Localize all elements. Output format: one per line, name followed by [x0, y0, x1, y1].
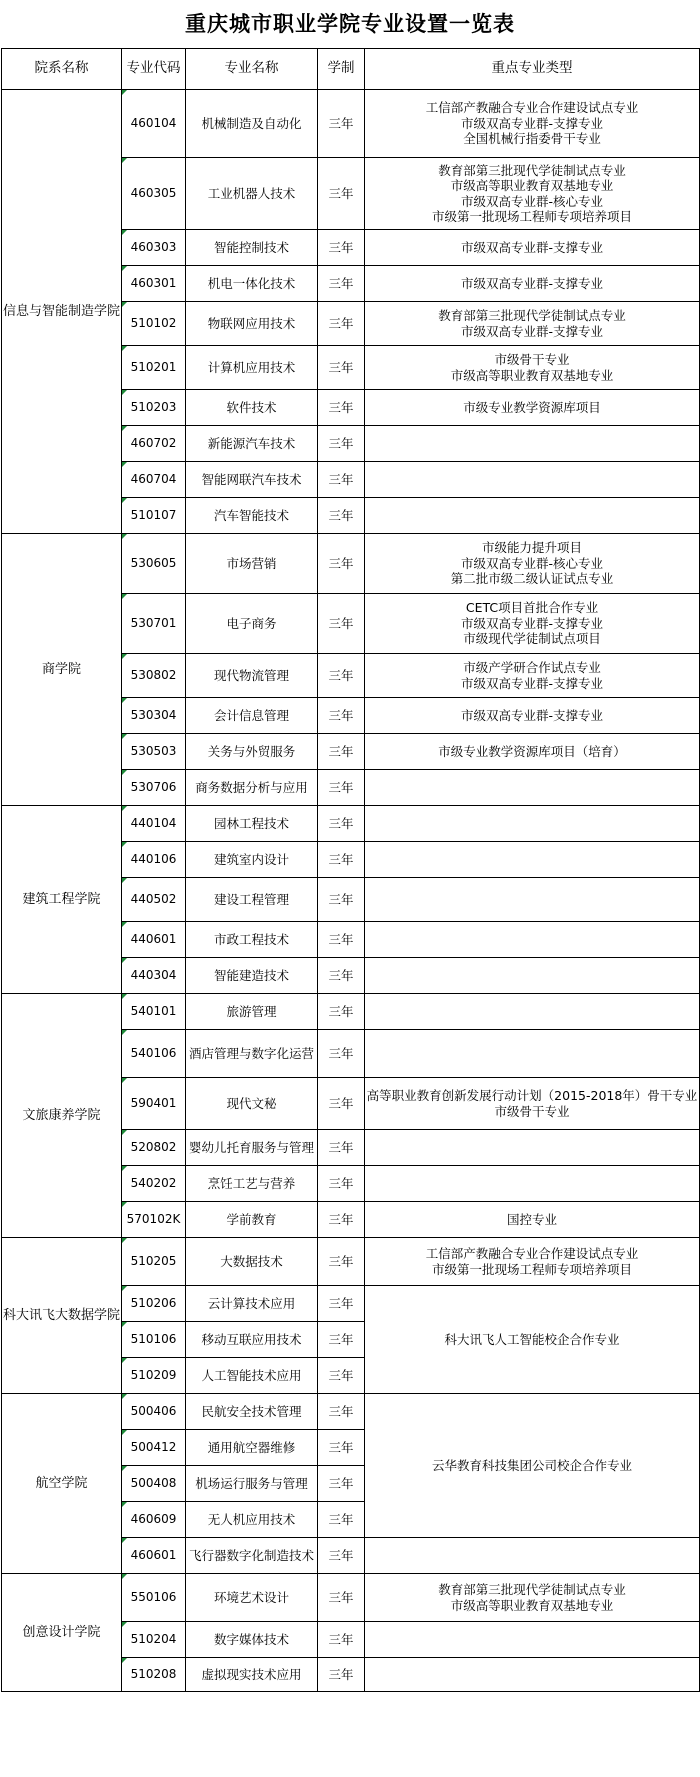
major-name: 婴幼儿托育服务与管理 [186, 1130, 318, 1166]
page-title: 重庆城市职业学院专业设置一览表 [185, 12, 515, 36]
duration: 三年 [318, 1078, 365, 1130]
key-type-line: 市级第一批现场工程师专项培养项目 [431, 1261, 632, 1277]
major-code: 510205 [122, 1238, 186, 1286]
duration: 三年 [318, 1030, 365, 1078]
key-type-cell [365, 878, 700, 922]
key-type-cell [365, 346, 700, 390]
key-type-cell [365, 1538, 700, 1574]
table-body [2, 90, 700, 1692]
major-name: 市场营销 [186, 534, 318, 594]
key-type-cell [365, 1166, 700, 1202]
key-type-line: 市级高等职业教育双基地专业 [450, 1597, 614, 1613]
duration: 三年 [318, 994, 365, 1030]
major-name: 建筑室内设计 [186, 842, 318, 878]
major-code: 500408 [122, 1466, 186, 1502]
key-type-line: 高等职业教育创新发展行动计划（2015-2018年）骨干专业 [366, 1088, 698, 1103]
key-type-line: 市级骨干专业 [494, 1103, 570, 1119]
department-name: 科大讯飞大数据学院 [2, 1238, 122, 1394]
duration: 三年 [318, 158, 365, 230]
key-type-line: 市级产学研合作试点专业 [463, 660, 601, 675]
major-name: 电子商务 [186, 594, 318, 654]
department-name: 商学院 [2, 534, 122, 806]
major-name: 飞行器数字化制造技术 [186, 1538, 318, 1574]
key-type-line: 市级专业教学资源库项目（培育） [438, 743, 626, 759]
major-name: 烹饪工艺与营养 [186, 1166, 318, 1202]
major-code: 530701 [122, 594, 186, 654]
header-duration: 学制 [318, 49, 365, 90]
major-name: 汽车智能技术 [186, 498, 318, 534]
key-type-cell [365, 734, 700, 770]
duration: 三年 [318, 1502, 365, 1538]
duration: 三年 [318, 654, 365, 698]
duration: 三年 [318, 922, 365, 958]
major-code: 520802 [122, 1130, 186, 1166]
key-type-cell [365, 1238, 700, 1286]
duration: 三年 [318, 806, 365, 842]
department-name: 信息与智能制造学院 [2, 90, 122, 534]
duration: 三年 [318, 958, 365, 994]
key-type-cell [365, 1658, 700, 1692]
duration: 三年 [318, 734, 365, 770]
duration: 三年 [318, 1286, 365, 1322]
major-name: 机械制造及自动化 [186, 90, 318, 158]
duration: 三年 [318, 426, 365, 462]
major-code: 590401 [122, 1078, 186, 1130]
key-type-line: 市级骨干专业 [494, 352, 570, 367]
key-type-cell [365, 302, 700, 346]
table-row [2, 90, 700, 158]
major-name: 机场运行服务与管理 [186, 1466, 318, 1502]
major-code: 440304 [122, 958, 186, 994]
key-type-line: 市级双高专业群-支撑专业 [460, 323, 603, 339]
key-type-cell [365, 1574, 700, 1622]
major-code: 510208 [122, 1658, 186, 1692]
duration: 三年 [318, 698, 365, 734]
key-type-cell [365, 1202, 700, 1238]
key-type-line: 市级第一批现场工程师专项培养项目 [431, 209, 632, 224]
duration: 三年 [318, 346, 365, 390]
major-name: 智能建造技术 [186, 958, 318, 994]
major-code: 460704 [122, 462, 186, 498]
major-code: 570102K [122, 1202, 186, 1238]
duration: 三年 [318, 266, 365, 302]
key-type-cell [365, 1078, 700, 1130]
duration: 三年 [318, 1358, 365, 1394]
key-type-line: 第二批市级二级认证试点专业 [450, 571, 614, 587]
key-type-line: 市级双高专业群-支撑专业 [460, 275, 603, 291]
key-type-line: 教育部第三批现代学徒制试点专业 [438, 162, 626, 178]
key-type-line: 市级高等职业教育双基地专业 [450, 367, 614, 383]
duration: 三年 [318, 878, 365, 922]
key-type-cell [365, 498, 700, 534]
major-name: 物联网应用技术 [186, 302, 318, 346]
key-type-cell [365, 842, 700, 878]
major-code: 510203 [122, 390, 186, 426]
major-code: 540101 [122, 994, 186, 1030]
major-code: 530802 [122, 654, 186, 698]
key-type-line: 工信部产教融合专业合作建设试点专业 [425, 100, 639, 116]
table-row [2, 534, 700, 594]
major-code: 460303 [122, 230, 186, 266]
duration: 三年 [318, 770, 365, 806]
duration: 三年 [318, 1622, 365, 1658]
key-type-cell [365, 654, 700, 698]
duration: 三年 [318, 1166, 365, 1202]
major-code: 440502 [122, 878, 186, 922]
key-type-cell [365, 1622, 700, 1658]
major-name: 新能源汽车技术 [186, 426, 318, 462]
key-type-cell [365, 806, 700, 842]
major-code: 540106 [122, 1030, 186, 1078]
major-name: 智能网联汽车技术 [186, 462, 318, 498]
key-type-cell [365, 534, 700, 594]
duration: 三年 [318, 302, 365, 346]
major-name: 云计算技术应用 [186, 1286, 318, 1322]
major-name: 机电一体化技术 [186, 266, 318, 302]
key-type-line: 市级双高专业群-支撑专业 [460, 707, 603, 723]
header-code: 专业代码 [122, 49, 186, 90]
key-type-line: 市级双高专业群-核心专业 [460, 193, 603, 209]
duration: 三年 [318, 1202, 365, 1238]
major-name: 会计信息管理 [186, 698, 318, 734]
major-name: 工业机器人技术 [186, 158, 318, 230]
table-header-row [2, 49, 700, 90]
key-type-cell [365, 1030, 700, 1078]
major-name: 数字媒体技术 [186, 1622, 318, 1658]
key-type-cell [365, 994, 700, 1030]
header-key-type: 重点专业类型 [365, 49, 700, 90]
key-type-line: 市级专业教学资源库项目 [463, 399, 601, 415]
major-name: 旅游管理 [186, 994, 318, 1030]
duration: 三年 [318, 1238, 365, 1286]
major-code: 530304 [122, 698, 186, 734]
major-code: 460601 [122, 1538, 186, 1574]
major-name: 酒店管理与数字化运营 [186, 1030, 318, 1078]
table-row [2, 994, 700, 1030]
major-name: 大数据技术 [186, 1238, 318, 1286]
major-code: 550106 [122, 1574, 186, 1622]
major-code: 500412 [122, 1430, 186, 1466]
major-code: 510107 [122, 498, 186, 534]
key-type-line: 全国机械行指委骨干专业 [463, 131, 601, 147]
majors-table [1, 48, 700, 1692]
key-type-line: CETC项目首批合作专业 [465, 600, 599, 616]
major-name: 市政工程技术 [186, 922, 318, 958]
major-code: 460702 [122, 426, 186, 462]
merged-key-type-cell: 云华教育科技集团公司校企合作专业 [365, 1394, 700, 1538]
major-code: 460609 [122, 1502, 186, 1538]
header-department: 院系名称 [2, 49, 122, 90]
duration: 三年 [318, 1466, 365, 1502]
key-type-cell [365, 770, 700, 806]
key-type-line: 市级能力提升项目 [481, 540, 582, 556]
major-code: 440601 [122, 922, 186, 958]
key-type-line: 市级双高专业群-支撑专业 [460, 239, 603, 255]
duration: 三年 [318, 1658, 365, 1692]
duration: 三年 [318, 534, 365, 594]
key-type-line: 市级双高专业群-核心专业 [460, 555, 603, 571]
duration: 三年 [318, 1394, 365, 1430]
key-type-cell [365, 230, 700, 266]
key-type-line: 市级双高专业群-支撑专业 [460, 675, 603, 691]
duration: 三年 [318, 1322, 365, 1358]
key-type-cell [365, 90, 700, 158]
header-major: 专业名称 [186, 49, 318, 90]
major-name: 无人机应用技术 [186, 1502, 318, 1538]
key-type-line: 市级高等职业教育双基地专业 [450, 178, 614, 193]
major-code: 460305 [122, 158, 186, 230]
department-name: 建筑工程学院 [2, 806, 122, 994]
major-code: 510206 [122, 1286, 186, 1322]
major-name: 建设工程管理 [186, 878, 318, 922]
key-type-cell [365, 390, 700, 426]
major-name: 现代物流管理 [186, 654, 318, 698]
major-name: 智能控制技术 [186, 230, 318, 266]
major-code: 460104 [122, 90, 186, 158]
duration: 三年 [318, 1430, 365, 1466]
duration: 三年 [318, 1130, 365, 1166]
key-type-line: 国控专业 [506, 1211, 557, 1227]
key-type-cell [365, 266, 700, 302]
key-type-cell [365, 922, 700, 958]
major-name: 计算机应用技术 [186, 346, 318, 390]
key-type-line: 教育部第三批现代学徒制试点专业 [438, 1582, 626, 1597]
major-name: 园林工程技术 [186, 806, 318, 842]
key-type-line: 市级双高专业群-支撑专业 [460, 115, 603, 131]
duration: 三年 [318, 90, 365, 158]
major-code: 530706 [122, 770, 186, 806]
department-name: 文旅康养学院 [2, 994, 122, 1238]
key-type-cell [365, 594, 700, 654]
major-name: 通用航空器维修 [186, 1430, 318, 1466]
department-name: 创意设计学院 [2, 1574, 122, 1692]
major-name: 现代文秘 [186, 1078, 318, 1130]
merged-key-type-cell: 科大讯飞人工智能校企合作专业 [365, 1286, 700, 1394]
key-type-cell [365, 462, 700, 498]
major-code: 530503 [122, 734, 186, 770]
major-code: 530605 [122, 534, 186, 594]
major-code: 540202 [122, 1166, 186, 1202]
table-row [2, 1238, 700, 1286]
duration: 三年 [318, 1574, 365, 1622]
major-code: 510102 [122, 302, 186, 346]
department-name: 航空学院 [2, 1394, 122, 1574]
major-code: 510204 [122, 1622, 186, 1658]
major-code: 510106 [122, 1322, 186, 1358]
major-name: 商务数据分析与应用 [186, 770, 318, 806]
major-name: 软件技术 [186, 390, 318, 426]
duration: 三年 [318, 230, 365, 266]
major-name: 环境艺术设计 [186, 1574, 318, 1622]
key-type-cell [365, 958, 700, 994]
table-row [2, 1394, 700, 1430]
duration: 三年 [318, 498, 365, 534]
table-row [2, 806, 700, 842]
major-code: 500406 [122, 1394, 186, 1430]
duration: 三年 [318, 594, 365, 654]
major-code: 440106 [122, 842, 186, 878]
major-code: 510201 [122, 346, 186, 390]
major-name: 关务与外贸服务 [186, 734, 318, 770]
key-type-cell [365, 1130, 700, 1166]
major-name: 虚拟现实技术应用 [186, 1658, 318, 1692]
key-type-cell [365, 426, 700, 462]
key-type-line: 工信部产教融合专业合作建设试点专业 [425, 1246, 639, 1261]
major-code: 460301 [122, 266, 186, 302]
major-code: 510209 [122, 1358, 186, 1394]
major-name: 学前教育 [186, 1202, 318, 1238]
major-code: 440104 [122, 806, 186, 842]
key-type-cell [365, 158, 700, 230]
key-type-cell [365, 698, 700, 734]
duration: 三年 [318, 1538, 365, 1574]
table-row [2, 1574, 700, 1622]
major-name: 移动互联应用技术 [186, 1322, 318, 1358]
duration: 三年 [318, 462, 365, 498]
duration: 三年 [318, 842, 365, 878]
key-type-line: 市级双高专业群-支撑专业 [460, 615, 603, 631]
key-type-line: 教育部第三批现代学徒制试点专业 [438, 308, 626, 323]
duration: 三年 [318, 390, 365, 426]
major-name: 民航安全技术管理 [186, 1394, 318, 1430]
major-name: 人工智能技术应用 [186, 1358, 318, 1394]
key-type-line: 市级现代学徒制试点项目 [463, 631, 601, 647]
